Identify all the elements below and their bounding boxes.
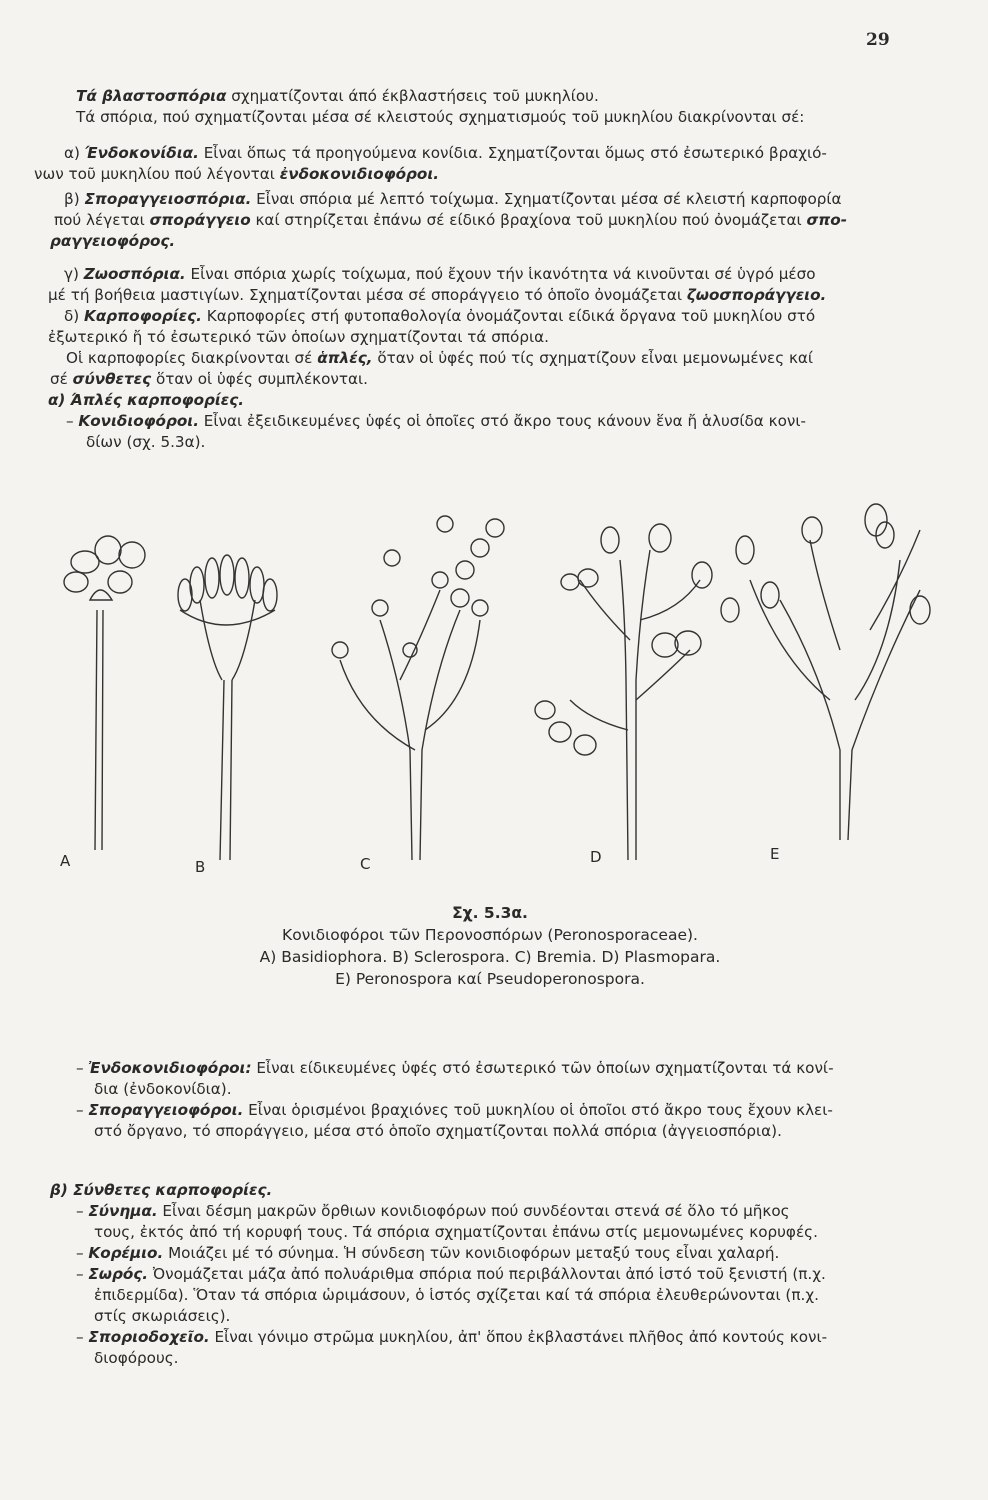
caption-line-2: A) Basidiophora. B) Sclerospora. C) Bremia. D) Plasmopara. [259,948,721,966]
term-sporangiophore: ραγγειοφόρος. [50,232,176,250]
drawing-sclerospora [178,555,277,860]
term-fruiting-bodies: Καρποφορίες. [84,307,202,325]
figure-label-a: A [60,852,71,870]
term-synnema: Σύνημα. [88,1202,158,1220]
figure-label-b: B [195,858,206,876]
term-conidiophores: Κονιδιοφόροι. [78,412,199,430]
term-simple: ἁπλές, [317,349,373,367]
drawing-bremia [332,516,504,860]
caption-line-3: E) Peronospora καί Pseudoperonospora. [335,970,645,988]
simple-fruiting-heading: α) Άπλές καρποφορίες. [48,391,245,409]
term-coremium: Κορέμιο. [88,1244,164,1262]
term-endoconidiophores-def: Ἐνδοκονιδιοφόροι: [88,1059,252,1077]
page-number: 29 [866,30,890,50]
compound-section: β) Σύνθετες καρποφορίες. – Σύνημα. Εἶναι δέσμη μακρῶν ὄρθιων κονιδιοφόρων πού συνδέονται στενά σέ ὅλο τό μῆκος τους, ἐκτός ἀπό τή κορυφή τους. Τά σπόρια σχηματίζονται ἐπάνω στίς μεμονωμένες κορυφές. – Κορέμιο. Μοιάζει μέ τό σύνημα. Ἡ σύνδεση τῶν κονιδιοφόρων μεταξύ τους εἶναι χαλαρή. – Σωρός. Ὀνομάζεται μάζα ἀπό πολυάριθμα σπόρια πού περιβάλλονται ἀπό ἱστό τοῦ ξενιστή (π.χ. ἐπιδερμίδα). Ὅταν τά σπόρια ὡριμάσουν, ὁ ἱστός σχίζεται καί τά σπόρια ἐλευθερώνονται (π.χ. στίς σκωριάσεις). – Σποριοδοχεῖο. Εἶναι γόνιμο στρῶμα μυκηλίου, ἀπ' ὅπου ἐκβλαστάνει πλῆθος ἀπό κοντούς κονι- διοφόρους. [50,1181,828,1367]
intro-line-2: Τά σπόρια, πού σχηματίζονται μέσα σέ κλειστούς σχηματισμούς τοῦ μυκηλίου διακρίνονται σέ: [76,108,805,126]
term-endoconidiophores: ἐνδοκονιδιοφόροι. [279,165,440,183]
term-sporodochium: Σποριοδοχεῖο. [88,1328,210,1346]
term-sorus: Σωρός. [88,1265,149,1283]
figure-label-e: E [770,845,780,863]
figure-conidiophores [40,500,940,900]
figure-drawing [40,500,940,900]
compound-heading: β) Σύνθετες καρποφορίες. [50,1181,273,1199]
figure-caption [180,902,800,990]
drawing-peronospora [721,504,930,840]
drawing-plasmopara [535,524,712,860]
caption-line-1: Κονιδιοφόροι τῶν Περονοσπόρων (Peronosporaceae). [282,926,698,944]
caption-title: Σχ. 5.3α. [452,904,528,922]
intro-line-1: σχηματίζονται άπό έκβλαστήσεις τοῦ μυκηλίου. [226,87,599,105]
term-compound: σύνθετες [72,370,152,388]
term-sporangiospores: Σποραγγειοσπόρια. [84,190,252,208]
definitions-section: – Ἐνδοκονιδιοφόροι: Εἶναι είδικευμένες ὑφές στό ἐσωτερικό τῶν ὁποίων σχηματίζονται τά κονί- δια (ἐνδοκονίδια). – Σποραγγειοφόροι. Εἶναι ὁρισμένοι βραχιόνες τοῦ μυκηλίου οἱ ὁποῖοι στό ἄκρο τους ἔχουν κλει- στό ὄργανο, τό σποράγγειο, μέσα στό ὁποῖο σχηματίζονται πολλά σπόρια (ἀγγειοσπόρια). [76,1059,834,1140]
term-sporangiophores-def: Σποραγγειοφόροι. [88,1101,244,1119]
intro-section: Τά βλαστοσπόρια σχηματίζονται άπό έκβλαστήσεις τοῦ μυκηλίου. Τά σπόρια, πού σχηματίζονται μέσα σέ κλειστούς σχηματισμούς τοῦ μυκηλίου διακρίνονται σέ: α) Ένδοκονίδια. Εἶναι ὅπως τά προηγούμενα κονίδια. Σχηματίζονται ὅμως στό ἐσωτερικό βραχιό- νων τοῦ μυκηλίου πού λέγονται ἐνδοκονιδιοφόροι. β) Σποραγγειοσπόρια. Εἶναι σπόρια μέ λεπτό τοίχωμα. Σχηματίζονται μέσα σέ κλειστή καρποφορία πού λέγεται σποράγγειο καί στηρίζεται ἐπάνω σέ είδικό βραχίονα τοῦ μυκηλίου πού ὀνομάζεται σπο- ραγγειοφόρος. γ) Ζωοσπόρια. Εἶναι σπόρια χωρίς τοίχωμα, πού ἔχουν τήν ἱκανότητα νά κινοῦνται σέ ὑγρό μέσο μέ τή βοήθεια μαστιγίων. Σχηματίζονται μέσα σέ σποράγγειο τό ὁποῖο ὀνομάζεται ζωοσποράγγειο. δ) Καρποφορίες. Καρποφορίες στή φυτοπαθολογία ὀνομάζονται είδικά ὄργανα τοῦ μυκηλίου στό ἐξωτερικό ἤ τό ἐσωτερικό τῶν ὁποίων σχηματίζονται τά σπόρια. Οἱ καρποφορίες διακρίνονται σέ ἁπλές, ὅταν οἱ ὑφές πού τίς σχηματίζουν εἶναι μεμονωμένες καί σέ σύνθετες ὅταν οἱ ὑφές συμπλέκονται. α) Άπλές καρποφορίες. – Κονιδιοφόροι. Εἶναι ἐξειδικευμένες ὑφές οἱ ὁποῖες στό ἄκρο τους κάνουν ἕνα ἤ ἁλυσίδα κονι- δίων (σχ. 5.3α). [34,87,848,451]
figure-label-c: C [360,855,371,873]
term-blastospores: Τά βλαστοσπόρια [76,87,227,105]
drawing-basidiophora [64,536,145,850]
term-endoconidia: Ένδοκονίδια. [84,144,199,162]
figure-label-d: D [590,848,602,866]
term-zoosporangium: ζωοσποράγγειο. [686,286,827,304]
term-sporangium: σποράγγειο [149,211,251,229]
term-zoospores: Ζωοσπόρια. [83,265,186,283]
